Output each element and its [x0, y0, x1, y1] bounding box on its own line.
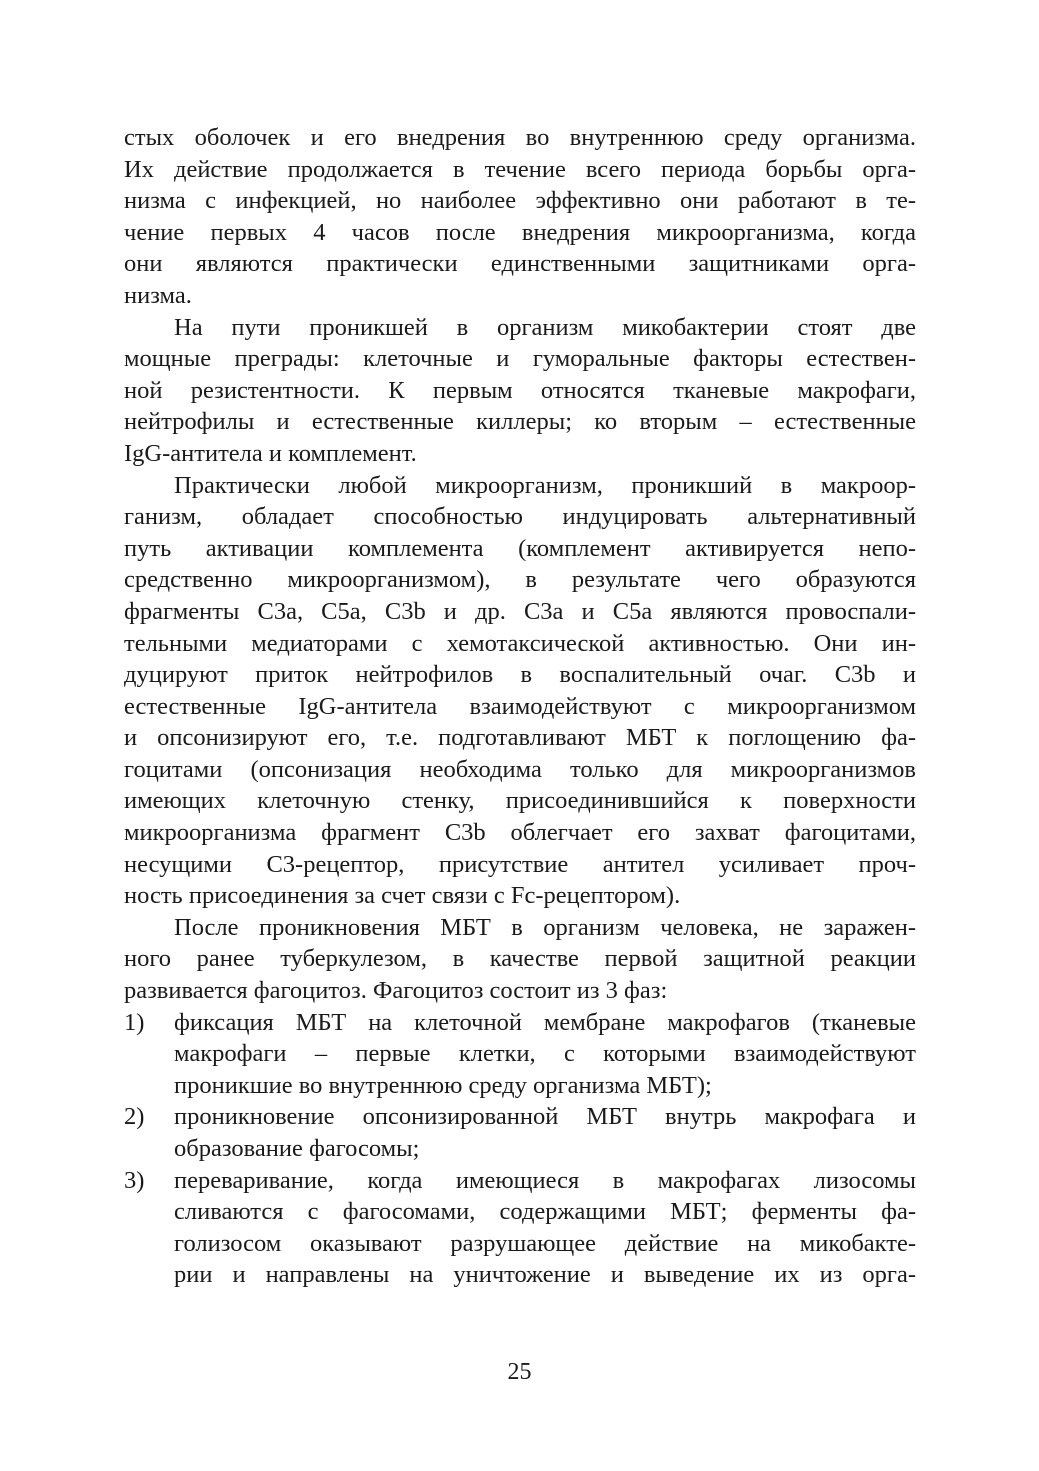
text-line: макрофаги – первые клетки, с которыми взаимодействуют	[174, 1040, 916, 1068]
text-line: мощные преграды: клеточные и гуморальные факторы естествен-	[124, 345, 916, 373]
text-line: ной резистентности. К первым относятся тканевые макрофаги,	[124, 376, 916, 404]
list-item	[124, 1007, 916, 1102]
text-line: ность присоединения за счет связи с Fc-рецептором).	[124, 882, 681, 910]
page-body	[124, 122, 916, 1291]
list-item-text: проникновение опсонизированной МБТ внутрь макрофага и	[174, 1103, 916, 1131]
text-line: несущими С3-рецептор, присутствие антител усиливает проч-	[124, 850, 916, 878]
list-item	[124, 1101, 916, 1164]
text-line: и опсонизируют его, т.е. подготавливают МБТ к поглощению фа-	[124, 724, 916, 752]
text-line	[124, 1165, 916, 1197]
text-line: низма.	[124, 281, 192, 309]
text-line: средственно микроорганизмом), в результате чего образуются	[124, 566, 916, 594]
text-line: сливаются с фагосомами, содержащими МБТ; ферменты фа-	[174, 1198, 916, 1226]
text-line: развивается фагоцитоз. Фагоцитоз состоит из 3 фаз:	[124, 977, 668, 1005]
text-line: нейтрофилы и естественные киллеры; ко вторым – естественные	[124, 408, 916, 436]
paragraph	[124, 912, 916, 1007]
text-line: низма с инфекцией, но наиболее эффективно они работают в те-	[124, 187, 916, 215]
list-item-text: переваривание, когда имеющиеся в макрофагах лизосомы	[174, 1166, 916, 1194]
text-line: гоцитами (опсонизация необходима только для микроорганизмов	[124, 755, 916, 783]
text-line: путь активации комплемента (комплемент активируется непо-	[124, 534, 916, 562]
text-line: проникшие во внутреннюю среду организма МБТ);	[174, 1071, 712, 1099]
text-line	[124, 1007, 916, 1039]
list-marker: 2)	[124, 1103, 145, 1131]
text-line: дуцируют приток нейтрофилов в воспалительный очаг. С3b и	[124, 661, 916, 689]
paragraph	[124, 122, 916, 312]
text-line: чение первых 4 часов после внедрения микроорганизма, когда	[124, 218, 916, 246]
list-marker: 3)	[124, 1166, 145, 1194]
text-line: Их действие продолжается в течение всего периода борьбы орга-	[124, 155, 916, 183]
text-line: ганизм, обладает способностью индуцировать альтернативный	[124, 503, 916, 531]
text-line: На пути проникшей в организм микобактерии стоят две	[174, 313, 916, 341]
text-line: они являются практически единственными защитниками орга-	[124, 250, 916, 278]
text-line: естественные IgG-антитела взаимодействуют с микроорганизмом	[124, 692, 916, 720]
text-line: Практически любой микроорганизм, проникший в макроор-	[174, 471, 916, 499]
text-line: стых оболочек и его внедрения во внутреннюю среду организма.	[124, 124, 916, 151]
text-line	[124, 1101, 916, 1133]
text-line: фрагменты С3а, С5а, С3b и др. С3а и С5а являются провоспали-	[124, 597, 916, 625]
text-line: ного ранее туберкулезом, в качестве первой защитной реакции	[124, 945, 916, 973]
list-item-text: фиксация МБТ на клеточной мембране макрофагов (тканевые	[174, 1008, 916, 1036]
text-line: голизосом оказывают разрушающее действие на микобакте-	[174, 1229, 916, 1257]
text-line: IgG-антитела и комплемент.	[124, 439, 417, 467]
numbered-list	[124, 1007, 916, 1291]
text-line: образование фагосомы;	[174, 1135, 420, 1162]
paragraph	[124, 470, 916, 912]
text-line: тельными медиаторами с хемотаксической активностью. Они ин-	[124, 629, 916, 657]
list-marker: 1)	[124, 1008, 145, 1036]
paragraph	[124, 312, 916, 470]
text-line: имеющих клеточную стенку, присоединившийся к поверхности	[124, 787, 916, 815]
page-number: 25	[507, 1359, 532, 1385]
text-line: микроорганизма фрагмент С3b облегчает его захват фагоцитами,	[124, 819, 916, 847]
text-line: рии и направлены на уничтожение и выведение их из орга-	[174, 1261, 916, 1289]
list-item	[124, 1165, 916, 1291]
text-line: После проникновения МБТ в организм человека, не заражен-	[174, 913, 916, 941]
